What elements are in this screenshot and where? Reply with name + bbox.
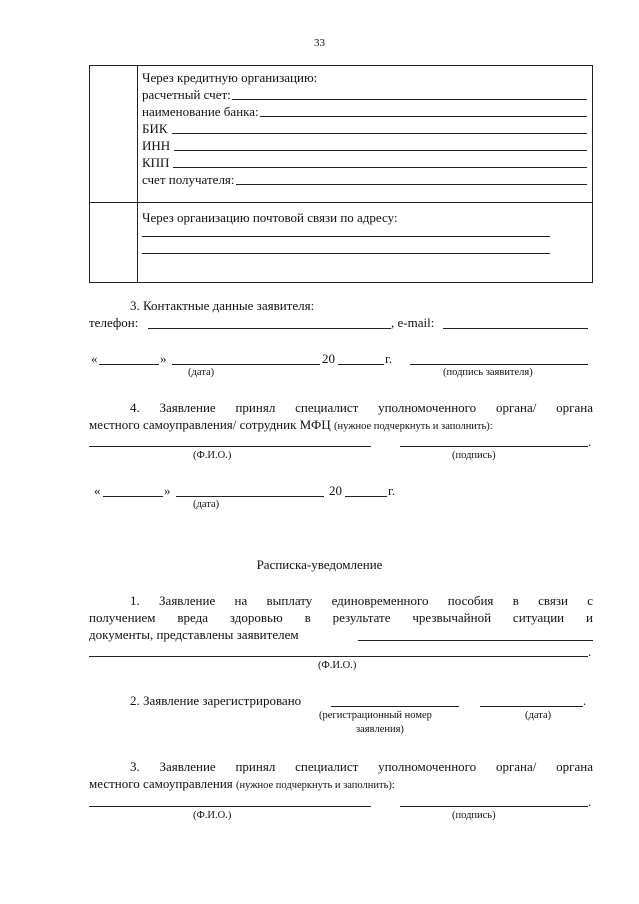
post-address-line-1[interactable] [142,236,550,237]
item4-line1: 4. Заявление принял специалист уполномоченного органа/ органа [130,400,593,415]
month-input-line[interactable] [172,364,320,365]
item4-fio-caption: (Ф.И.О.) [193,450,232,461]
close-quote-2: » [164,483,171,498]
year-prefix-2: 20 [329,483,342,498]
year-suffix: г. [385,351,393,366]
month-input-line-2[interactable] [176,496,324,497]
registration-number-line[interactable] [331,706,459,707]
item4-fio-line[interactable] [89,446,371,447]
day-input-line[interactable] [99,364,159,365]
open-quote: « [91,351,98,366]
receipt-item3-fio-line[interactable] [89,806,371,807]
receipt-item1-line3: документы, представлены заявителем [89,627,299,642]
item4-signature-caption: (подпись) [452,450,496,461]
item4-line2: местного самоуправления/ сотрудник МФЦ (нужное подчеркнуть и заполнить): [89,417,493,432]
bank-name-field[interactable]: наименование банка: [142,103,587,120]
registration-number-caption: (регистрационный номер [319,710,432,721]
receipt-applicant-line-2[interactable] [89,656,588,657]
contact-heading: 3. Контактные данные заявителя: [130,298,315,313]
registration-date-caption: (дата) [525,710,552,721]
day-input-line-2[interactable] [103,496,163,497]
receipt-item3-line2: местного самоуправления (нужное подчеркнуть и заполнить): [89,776,395,791]
year-suffix-2: г. [388,483,396,498]
post-address-line-2[interactable] [142,253,550,254]
bank-option-block [138,66,593,203]
payment-method-table [89,65,593,283]
bank-option-title: Через кредитную организацию: [142,70,318,85]
inn-field[interactable]: ИНН [142,137,587,154]
close-quote: » [160,351,167,366]
date-caption-2: (дата) [193,499,220,510]
bank-option-checkbox-cell[interactable] [90,66,138,203]
receipt-item3-fio-caption: (Ф.И.О.) [193,810,232,821]
year-input-line-2[interactable] [345,496,387,497]
receipt-item1-fio-caption: (Ф.И.О.) [318,660,357,671]
receipt-item1-dot: . [588,644,592,659]
email-label: , e-mail: [391,315,435,330]
item4-signature-line[interactable] [400,446,588,447]
phone-label: телефон: [89,315,139,330]
year-input-line[interactable] [338,364,384,365]
registration-date-line[interactable] [480,706,583,707]
post-option-block [138,203,593,283]
open-quote-2: « [94,483,101,498]
bik-field[interactable]: БИК [142,120,587,137]
receipt-item2-dot: . [583,693,587,708]
post-option-title: Через организацию почтовой связи по адресу: [142,210,398,225]
receipt-item1-line1: 1. Заявление на выплату единовременного пособия в связи с [130,593,593,608]
registration-number-caption-2: заявления) [356,724,404,735]
kpp-field[interactable]: КПП [142,154,587,171]
applicant-signature-caption: (подпись заявителя) [443,367,533,378]
email-input-line[interactable] [443,328,588,329]
receipt-item1-line2: получением вреда здоровью в результате чрезвычайной ситуации и [89,610,593,625]
receipt-item3-line1: 3. Заявление принял специалист уполномоченного органа/ органа [130,759,593,774]
page-number: 33 [314,37,325,49]
recipient-account-field[interactable]: счет получателя: [142,171,587,188]
item4-dot: . [588,434,592,449]
phone-input-line[interactable] [148,328,391,329]
date-caption: (дата) [188,367,215,378]
receipt-title: Расписка-уведомление [256,557,383,572]
receipt-item3-signature-line[interactable] [400,806,588,807]
year-prefix: 20 [322,351,335,366]
receipt-item2-text: 2. Заявление зарегистрировано [130,693,302,708]
applicant-signature-line[interactable] [410,364,588,365]
post-option-checkbox-cell[interactable] [90,203,138,283]
receipt-applicant-line-1[interactable] [358,640,593,641]
account-field[interactable]: расчетный счет: [142,86,587,103]
receipt-item3-dot: . [588,794,592,809]
receipt-item3-signature-caption: (подпись) [452,810,496,821]
